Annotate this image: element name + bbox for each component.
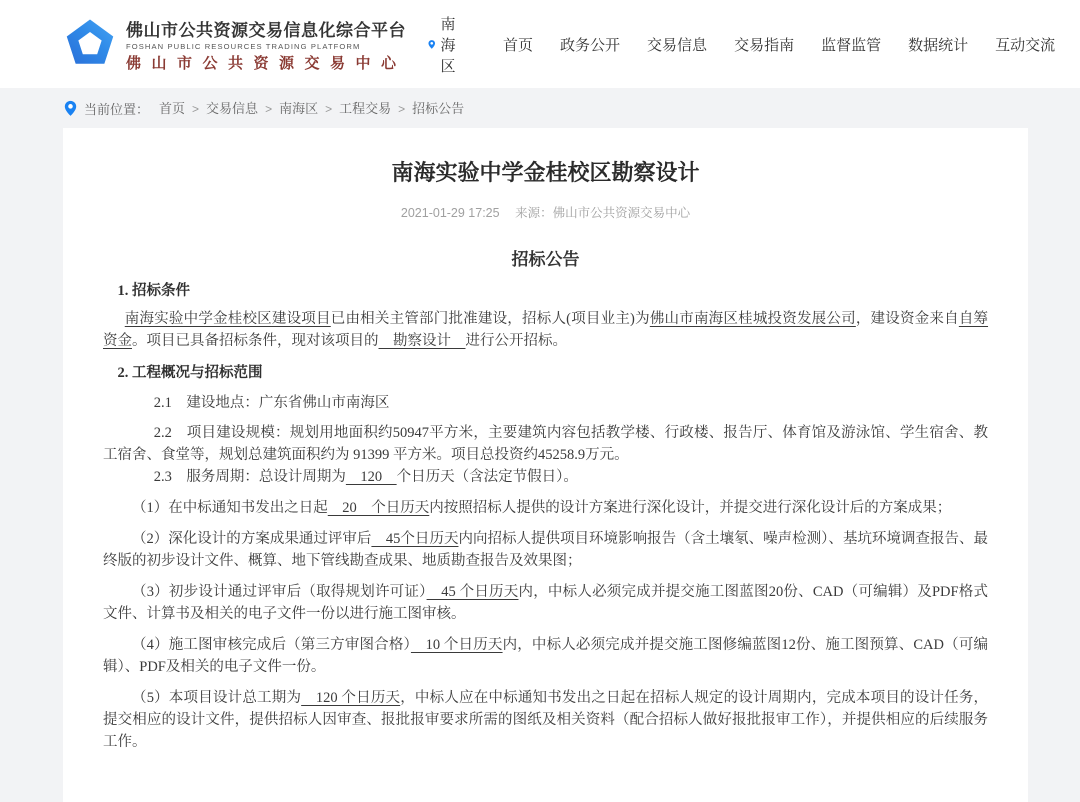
- underlined-text: 45个日历天: [371, 531, 459, 547]
- article-paragraph: [103, 392, 988, 414]
- underlined-text: 45 个日历天: [426, 584, 519, 600]
- text: 2.1 建设地点：广东省佛山市南海区: [153, 395, 390, 411]
- breadcrumb-link[interactable]: 南海区: [279, 101, 319, 116]
- logo-title-cn: 佛山市公共资源交易信息化综合平台: [126, 20, 406, 40]
- nav-item[interactable]: 数据统计: [908, 36, 969, 54]
- breadcrumb-separator: >: [398, 102, 406, 116]
- breadcrumb-pin-icon: [64, 100, 77, 117]
- text: 内，中标人必须完成并提交施工图修编蓝图12份、施工图预算、CAD（可编辑）、PDF及相关的电子文件一份。: [103, 637, 988, 675]
- text: 内，中标人必须完成并提交施工图蓝图20份、CAD（可编辑）及PDF格式文件、计算书及相关的电子文件一份以进行施工图审核。: [103, 584, 989, 622]
- article-paragraph: [103, 634, 988, 678]
- text: ，中标人应在中标通知书发出之日起在招标人规定的设计周期内，完成本项目的设计任务，提交相应的设计文件，提供招标人因审查、报批报审要求所需的图纸及相关资料（配合招标人做好报批报审工作），并提供相应的后续服务工作。: [103, 690, 989, 750]
- nav-item[interactable]: 监督监管: [821, 36, 882, 54]
- region-selector[interactable]: [428, 13, 463, 76]
- breadcrumb-separator: >: [325, 102, 333, 116]
- article-paragraph: [103, 280, 988, 302]
- nav-item[interactable]: 互动交流: [995, 36, 1056, 54]
- nav-item[interactable]: 交易指南: [734, 36, 795, 54]
- article-date: 2021-01-29 17:25: [400, 206, 500, 220]
- underlined-text: 120 个日历天: [301, 690, 401, 706]
- text: 内向招标人提供项目环境影响报告（含土壤氡、噪声检测）、基坑环境调查报告、最终版的初步设计文件、概算、地下管线勘查成果、地质勘查报告及效果图；: [103, 531, 989, 569]
- underlined-text: 20 个日历天: [327, 500, 430, 516]
- site-logo[interactable]: [64, 16, 407, 73]
- breadcrumb-link[interactable]: 工程交易: [339, 101, 392, 116]
- page-title: 南海实验中学金桂校区勘察设计: [391, 160, 700, 185]
- nav-item[interactable]: 首页: [503, 36, 534, 54]
- text: 2.2 项目建设规模：规划用地面积约50947平方米，主要建筑内容包括教学楼、行政楼、报告厅、体育馆及游泳馆、学生宿舍、教工宿舍、食堂等，规划总建筑面积约为 91399 平方米。项目总投资约45258.9万元。: [103, 425, 988, 463]
- underlined-text: 佛山市南海区桂城投资发展公司: [649, 311, 856, 327]
- text: 。项目已具备招标条件，现对该项目的: [132, 333, 379, 349]
- text: 2.3 服务周期：总设计周期为: [153, 469, 346, 485]
- logo-text: [126, 16, 407, 73]
- article-paragraph: [103, 528, 988, 572]
- breadcrumb-link[interactable]: 招标公告: [412, 101, 465, 116]
- underlined-text: 120: [345, 469, 397, 485]
- underlined-text: 南海实验中学金桂校区建设项目: [124, 311, 331, 327]
- article-body: [103, 280, 988, 753]
- text: 已由相关主管部门批准建设，招标人(项目业主)为: [330, 311, 650, 327]
- main-nav: [503, 34, 1080, 55]
- article-paragraph: [103, 362, 988, 384]
- location-pin-icon: [428, 35, 436, 54]
- text: 内按照招标人提供的设计方案进行深化设计，并提交进行深化设计后的方案成果；: [429, 500, 952, 516]
- breadcrumb-items: [159, 98, 464, 118]
- underlined-text: 10 个日历天: [410, 637, 503, 653]
- text: 进行公开招标。: [465, 333, 567, 349]
- logo-center-name: 佛山市公共资源交易中心: [126, 54, 407, 72]
- region-label: 南海区: [440, 15, 456, 75]
- breadcrumb: [0, 88, 1080, 128]
- article-source: 佛山市公共资源交易中心: [552, 206, 691, 220]
- underlined-text: 勘察设计: [378, 333, 466, 349]
- text: （5）本项目设计总工期为: [132, 690, 302, 706]
- notice-heading: 招标公告: [511, 250, 580, 269]
- nav-item[interactable]: 交易信息: [647, 36, 708, 54]
- underlined-text: 自筹资金: [103, 311, 989, 349]
- text: （1）在中标通知书发出之日起: [132, 500, 328, 516]
- text: 个日历天（含法定节假日）。: [396, 469, 578, 485]
- text: （3）初步设计通过评审后（取得规划许可证）: [132, 584, 427, 600]
- article-paragraph: [103, 581, 988, 625]
- article-paragraph: [103, 497, 988, 519]
- breadcrumb-prefix: 当前位置：: [84, 101, 150, 117]
- text: 1. 招标条件: [117, 283, 190, 299]
- article-paragraph: [103, 687, 988, 753]
- breadcrumb-separator: >: [265, 102, 273, 116]
- article-paragraph: [103, 466, 988, 488]
- text: ，建设资金来自: [855, 311, 959, 327]
- text: （4）施工图审核完成后（第三方审图合格）: [132, 637, 411, 653]
- breadcrumb-separator: >: [192, 102, 200, 116]
- logo-title-en: FOSHAN PUBLIC RESOURCES TRADING PLATFORM: [126, 41, 361, 51]
- breadcrumb-link[interactable]: 交易信息: [206, 101, 259, 116]
- breadcrumb-link[interactable]: 首页: [159, 101, 186, 116]
- article-paragraph: [103, 422, 988, 466]
- article-paragraph: [103, 308, 988, 352]
- site-header: [0, 0, 1080, 88]
- article-card: [63, 128, 1028, 802]
- text: （2）深化设计的方案成果通过评审后: [132, 531, 372, 547]
- text: 2. 工程概况与招标范围: [117, 365, 263, 381]
- article-source-label: 来源：: [515, 206, 553, 220]
- article-meta: [103, 203, 988, 221]
- nav-item[interactable]: 政务公开: [560, 36, 621, 54]
- logo-pentagon-icon: [64, 18, 116, 70]
